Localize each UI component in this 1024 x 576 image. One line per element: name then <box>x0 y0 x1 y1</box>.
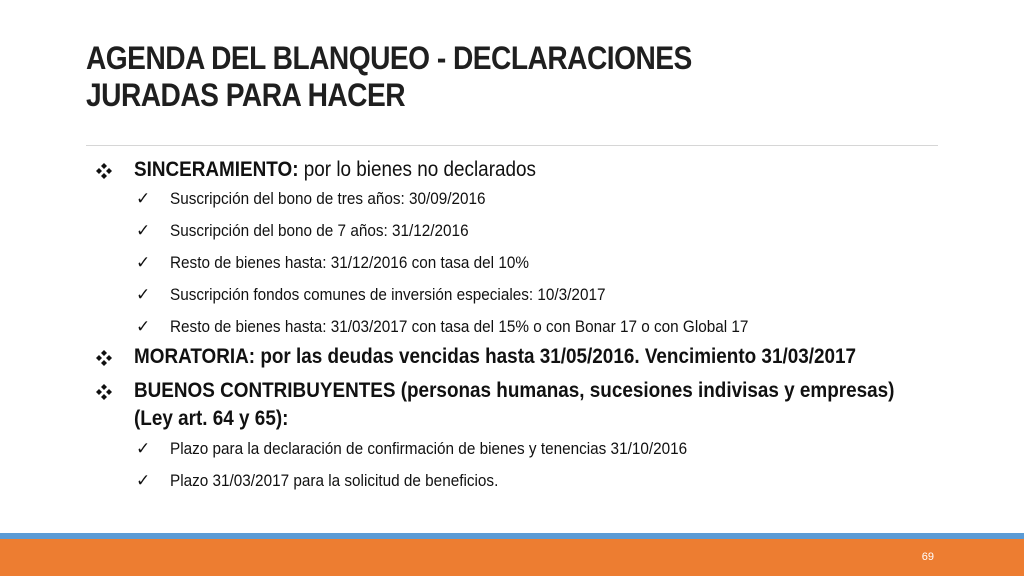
page-number: 69 <box>921 551 934 563</box>
checkmark-icon: ✓ <box>136 317 151 337</box>
bullet-buenos-contribuyentes <box>96 377 996 433</box>
list-item-text: Suscripción del bono de 7 años: 31/12/2016 <box>170 221 469 240</box>
list-item <box>96 470 996 492</box>
slide-title <box>86 40 843 114</box>
list-item <box>96 316 996 338</box>
bullet-sinceramiento <box>96 156 996 184</box>
four-diamond-bullet-icon <box>96 384 112 400</box>
sinceramiento-text: por lo bienes no declarados <box>298 158 536 181</box>
footer-band <box>0 539 1024 576</box>
slide-content <box>96 156 996 492</box>
list-item-text: Suscripción del bono de tres años: 30/09/2016 <box>170 189 486 208</box>
four-diamond-bullet-icon <box>96 163 112 179</box>
list-item-text: Resto de bienes hasta: 31/12/2016 con tasa del 10% <box>170 253 529 272</box>
list-item-text: Plazo 31/03/2017 para la solicitud de beneficios. <box>170 471 499 490</box>
four-diamond-bullet-icon <box>96 350 112 366</box>
list-item <box>96 438 996 460</box>
checkmark-icon: ✓ <box>136 189 151 209</box>
checkmark-icon: ✓ <box>136 285 151 305</box>
list-item <box>96 220 996 242</box>
list-item <box>96 284 996 306</box>
checkmark-icon: ✓ <box>136 439 151 459</box>
checkmark-icon: ✓ <box>136 253 151 273</box>
slide-title-line-1: AGENDA DEL BLANQUEO - DECLARACIONES <box>86 40 692 76</box>
list-item <box>96 252 996 274</box>
moratoria-text: MORATORIA: por las deudas vencidas hasta 31/05/2016. Vencimiento 31/03/2017 <box>134 345 857 368</box>
sinceramiento-label: SINCERAMIENTO: <box>134 158 299 181</box>
title-divider <box>86 145 938 146</box>
buenos-contribuyentes-line-2: (Ley art. 64 y 65): <box>134 407 289 430</box>
buenos-contribuyentes-line-1: BUENOS CONTRIBUYENTES (personas humanas, sucesiones indivisas y empresas) <box>134 379 895 402</box>
list-item-text: Resto de bienes hasta: 31/03/2017 con tasa del 15% o con Bonar 17 o con Global 17 <box>170 317 749 336</box>
slide-title-line-2: JURADAS PARA HACER <box>86 77 406 113</box>
list-item-text: Suscripción fondos comunes de inversión especiales: 10/3/2017 <box>170 285 606 304</box>
checkmark-icon: ✓ <box>136 471 151 491</box>
list-item-text: Plazo para la declaración de confirmación de bienes y tenencias 31/10/2016 <box>170 439 688 458</box>
checkmark-icon: ✓ <box>136 221 151 241</box>
bullet-moratoria <box>96 343 996 371</box>
list-item <box>96 188 996 210</box>
